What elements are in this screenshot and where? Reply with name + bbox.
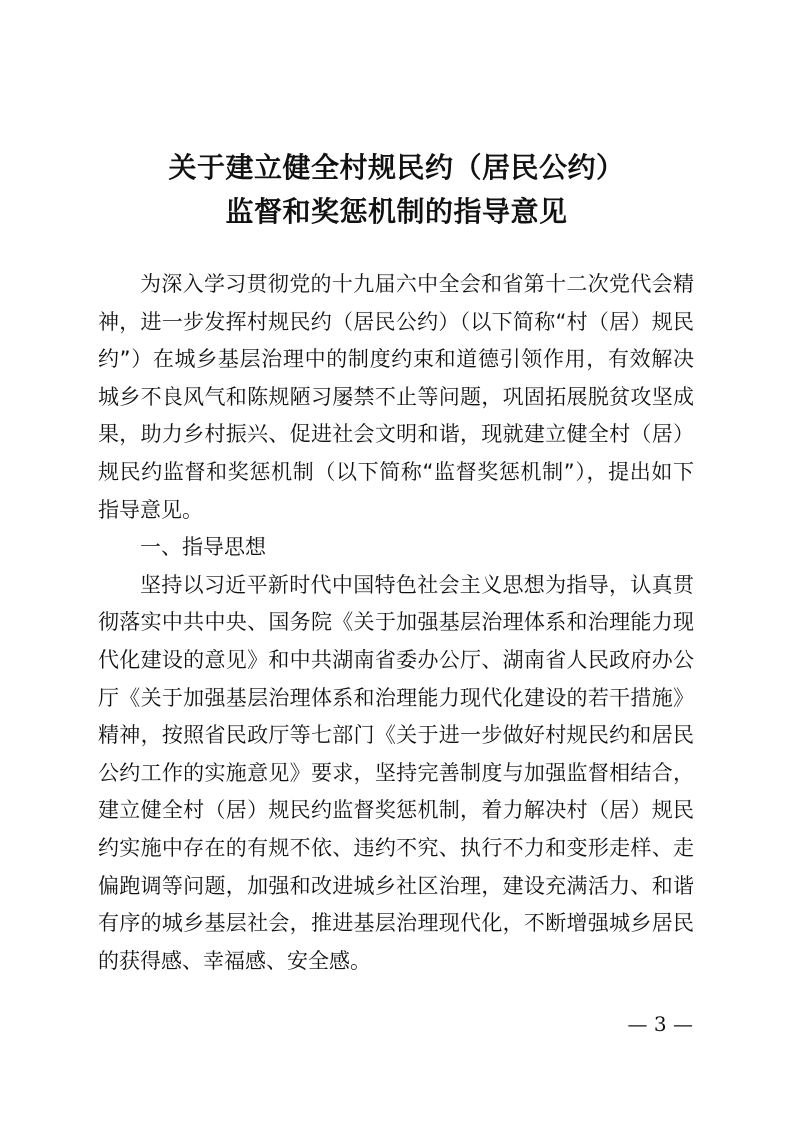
page-number: — 3 — xyxy=(627,1012,693,1036)
document-title-line-2: 监督和奖惩机制的指导意见 xyxy=(225,195,568,228)
intro-paragraph: 为深入学习贯彻党的十九届六中全会和省第十二次党代会精神，进一步发挥村规民约（居民公约）（以下简称“村（居）规民约”）在城乡基层治理中的制度约束和道德引领作用，有效解决城乡不良风气和陈规陋习屡禁不止等问题，巩固拓展脱贫攻坚成果，助力乡村振兴、促进社会文明和谐，现就建立健全村（居）规民约监督和奖惩机制（以下简称“监督奖惩机制”），提出如下指导意见。 xyxy=(98,272,694,522)
section-heading-guiding-ideology: 一、指导思想 xyxy=(140,535,266,560)
document-title-line-1: 关于建立健全村规民约（居民公约） xyxy=(168,151,625,184)
document-body xyxy=(98,266,694,980)
guiding-ideology-paragraph: 坚持以习近平新时代中国特色社会主义思想为指导，认真贯彻落实中共中央、国务院《关于加强基层治理体系和治理能力现代化建设的意见》和中共湖南省委办公厅、湖南省人民政府办公厅《关于加强基层治理体系和治理能力现代化建设的若干措施》精神，按照省民政厅等七部门《关于进一步做好村规民约和居民公约工作的实施意见》要求，坚持完善制度与加强监督相结合，建立健全村（居）规民约监督奖惩机制，着力解决村（居）规民约实施中存在的有规不依、违约不究、执行不力和变形走样、走偏跑调等问题，加强和改进城乡社区治理，建设充满活力、和谐有序的城乡基层社会，推进基层治理现代化，不断增强城乡居民的获得感、幸福感、安全感。 xyxy=(98,572,694,973)
